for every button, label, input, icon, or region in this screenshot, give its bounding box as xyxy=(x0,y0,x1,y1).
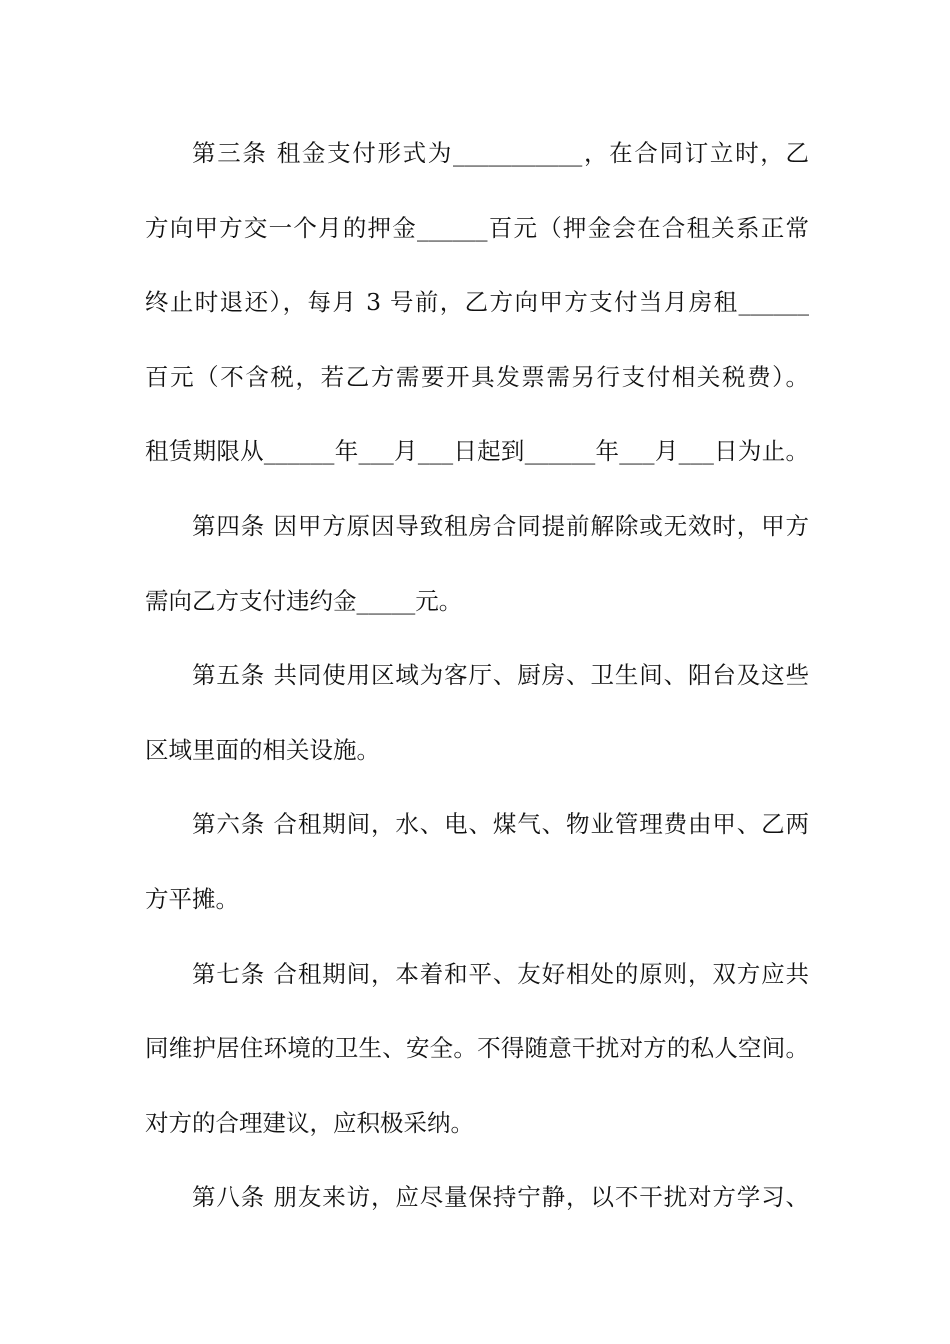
text-line: 租赁期限从______年___月___日起到______年___月___日为止。 xyxy=(145,437,809,466)
text-line: 第三条 租金支付形式为___________，在合同订立时，乙 xyxy=(192,139,809,167)
text-line: 第六条 合租期间，水、电、煤气、物业管理费由甲、乙两 xyxy=(192,810,809,839)
text-line: 第四条 因甲方原因导致租房合同提前解除或无效时，甲方 xyxy=(192,511,809,540)
text-line: 需向乙方支付违约金_____元。 xyxy=(145,586,463,615)
text-line: 对方的合理建议，应积极采纳。 xyxy=(145,1108,474,1137)
text-line: 第八条 朋友来访，应尽量保持宁静，以不干扰对方学习、 xyxy=(192,1183,809,1212)
text-line: 百元（不含税，若乙方需要开具发票需另行支付相关税费）。 xyxy=(145,362,809,391)
text-line: 终止时退还），每月 3 号前，乙方向甲方支付当月房租______ xyxy=(145,288,809,317)
text-line: 方向甲方交一个月的押金______百元（押金会在合租关系正常 xyxy=(145,213,809,242)
text-line: 区域里面的相关设施。 xyxy=(145,735,380,764)
text-line: 第七条 合租期间，本着和平、友好相处的原则，双方应共 xyxy=(192,959,809,988)
contract-body xyxy=(145,127,809,1246)
text-line: 方平摊。 xyxy=(145,884,239,913)
text-line: 同维护居住环境的卫生、安全。不得随意干扰对方的私人空间。 xyxy=(145,1034,809,1063)
text-line: 第五条 共同使用区域为客厅、厨房、卫生间、阳台及这些 xyxy=(192,661,809,690)
